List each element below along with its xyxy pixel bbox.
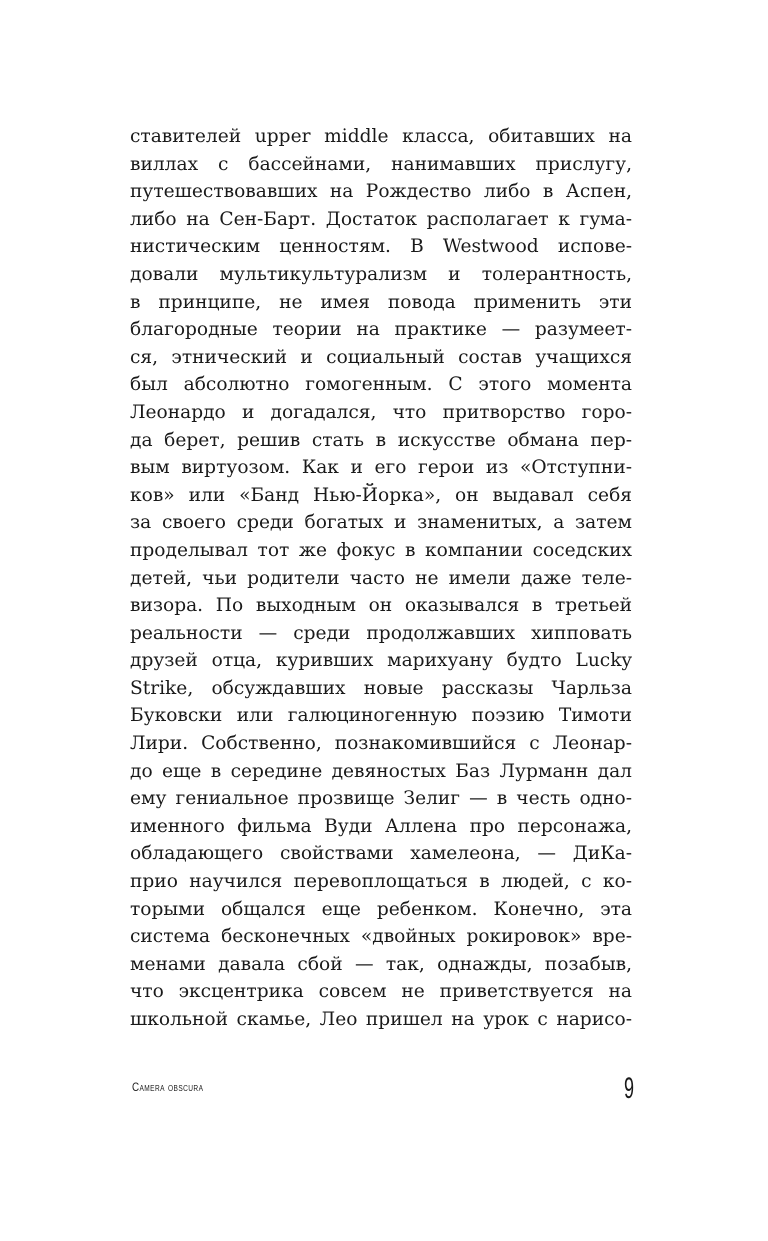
body-text: [130, 123, 632, 1034]
text-line: был абсолютно гомогенным. С этого момента: [130, 374, 632, 396]
text-line: Strike, обсуждавших новые рассказы Чарльза: [130, 677, 632, 699]
text-line: что эксцентрика совсем не приветствуется на: [130, 981, 632, 1003]
text-line: визора. По выходным он оказывался в третьей: [130, 595, 632, 617]
text-line: торыми общался еще ребенком. Конечно, эта: [130, 898, 632, 920]
text-line: за своего среди богатых и знаменитых, а затем: [130, 512, 632, 534]
text-line: либо на Сен-Барт. Достаток располагает к гума-: [130, 208, 632, 230]
text-line: путешествовавших на Рождество либо в Аспен,: [130, 181, 632, 203]
text-line: обладающего свойствами хамелеона, — ДиКа-: [130, 843, 632, 865]
text-line: ему гениальное прозвище Зелиг — в честь одно-: [130, 788, 632, 810]
text-line: Буковски или галюциногенную поэзию Тимоти: [130, 705, 632, 727]
text-line: менами давала сбой — так, однажды, позабыв,: [130, 953, 632, 975]
text-line: проделывал тот же фокус в компании соседских: [130, 539, 632, 561]
text-line: детей, чьи родители часто не имели даже теле-: [130, 567, 632, 589]
text-line: система бесконечных «двойных рокировок» вре-: [130, 926, 632, 948]
text-line: довали мультикультурализм и толерантность,: [130, 263, 632, 285]
text-line: школьной скамье, Лео пришел на урок с нарисо-: [130, 1009, 632, 1030]
page-number: 9: [623, 1072, 634, 1105]
text-line: до еще в середине девяностых Баз Лурманн дал: [130, 760, 632, 782]
text-line: благородные теории на практике — разумеет-: [130, 319, 632, 341]
text-line: ставителей upper middle класса, обитавших на: [130, 126, 632, 147]
text-line: ся, этнический и социальный состав учащихся: [130, 346, 632, 368]
text-line: Лири. Собственно, познакомившийся с Леонар-: [130, 733, 632, 755]
text-line: виллах с бассейнами, нанимавших прислугу,: [130, 153, 632, 175]
text-line: вым виртуозом. Как и его герои из «Отступни-: [130, 457, 632, 479]
text-line: Леонардо и догадался, что притворство горо-: [130, 401, 632, 423]
text-line: прио научился перевоплощаться в людей, с ко-: [130, 871, 632, 893]
text-line: реальности — среди продолжавших хипповать: [130, 622, 632, 644]
running-title: Camera obscura: [132, 1080, 204, 1094]
text-line: друзей отца, куривших марихуану будто Lucky: [130, 650, 632, 672]
text-line: в принципе, не имея повода применить эти: [130, 291, 632, 313]
text-line: ков» или «Банд Нью-Йорка», он выдавал себя: [130, 484, 632, 506]
text-line: именного фильма Вуди Аллена про персонажа,: [130, 815, 632, 837]
text-line: нистическим ценностям. В Westwood испове-: [130, 236, 632, 258]
text-line: да берет, решив стать в искусстве обмана пер-: [130, 429, 632, 451]
